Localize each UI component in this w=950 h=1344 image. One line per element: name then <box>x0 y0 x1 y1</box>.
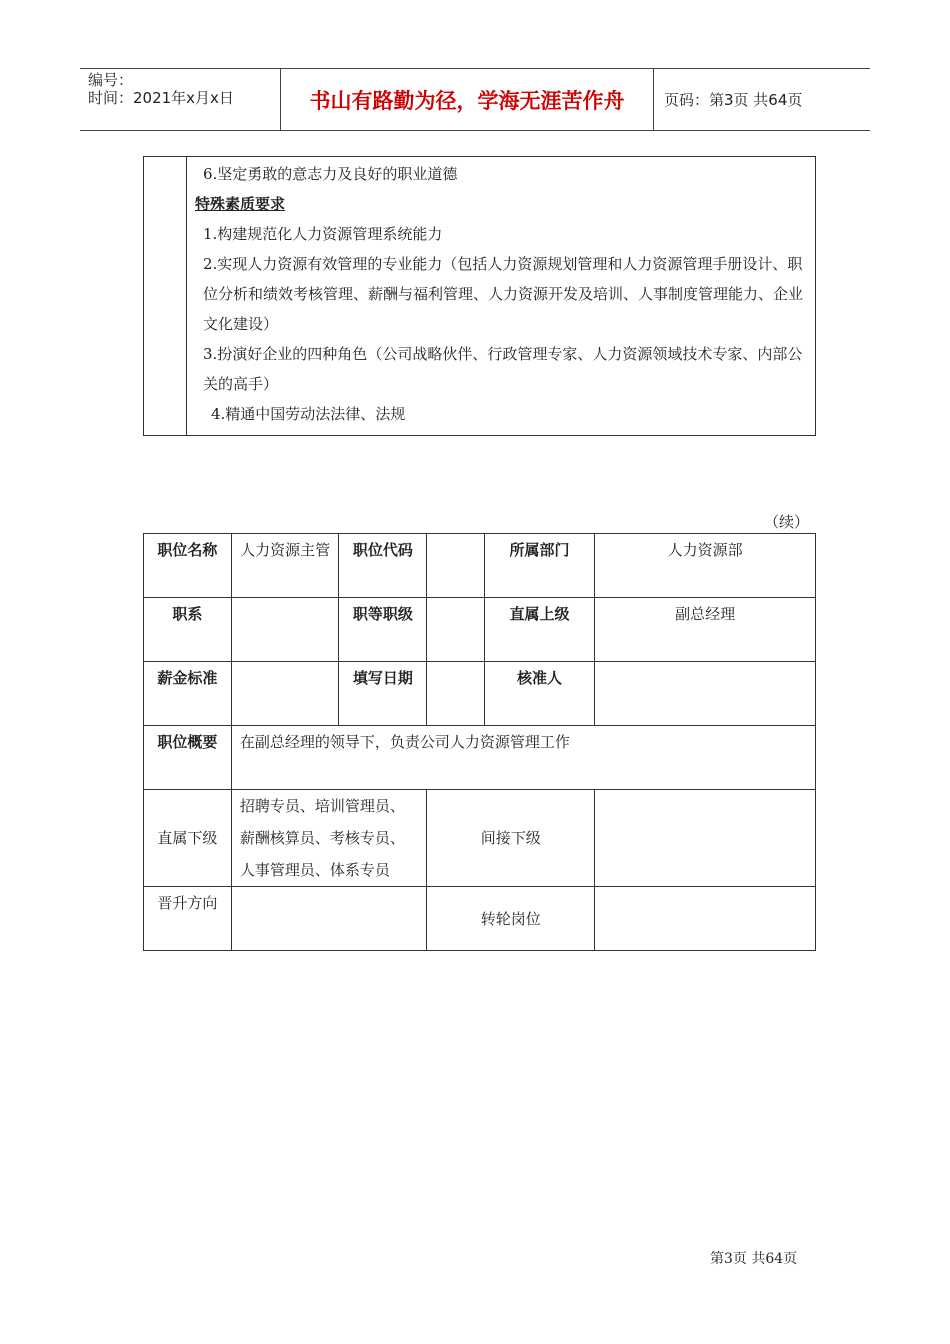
page-header <box>80 68 870 131</box>
direct-sub-value: 招聘专员、培训管理员、薪酬核算员、考核专员、人事管理员、体系专员 <box>231 790 426 887</box>
page-footer: 第3页 共64页 <box>710 1251 798 1267</box>
position-code-label: 职位代码 <box>339 534 427 598</box>
table-row <box>144 887 816 951</box>
salary-value <box>231 662 339 726</box>
continued-label: （续） <box>764 513 810 531</box>
requirements-side-cell <box>144 157 187 436</box>
requirements-table <box>143 156 816 436</box>
requirement-line-6: 6.坚定勇敢的意志力及良好的职业道德 <box>203 165 458 183</box>
header-motto: 书山有路勤为径，学海无涯苦作舟 <box>281 69 654 130</box>
table-row <box>144 790 816 887</box>
fill-date-value <box>427 662 484 726</box>
special-requirement-1: 1.构建规范化人力资源管理系统能力 <box>203 225 443 243</box>
time-label: 时间：2021年x月x日 <box>88 89 234 107</box>
salary-label: 薪金标准 <box>144 662 232 726</box>
position-code-value <box>427 534 484 598</box>
direct-sub-label: 直属下级 <box>144 790 232 887</box>
number-label: 编号： <box>88 71 134 89</box>
header-meta <box>80 69 281 130</box>
summary-value: 在副总经理的领导下，负责公司人力资源管理工作 <box>231 726 815 790</box>
indirect-sub-value <box>595 790 816 887</box>
promotion-label: 晋升方向 <box>144 887 232 951</box>
requirements-body-cell <box>187 157 816 436</box>
position-name-label: 职位名称 <box>144 534 232 598</box>
special-requirement-3: 3.扮演好企业的四种角色（公司战略伙伴、行政管理专家、人力资源领域技术专家、内部公关的高手） <box>203 345 803 393</box>
department-label: 所属部门 <box>484 534 595 598</box>
department-value: 人力资源部 <box>595 534 816 598</box>
special-requirement-2: 2.实现人力资源有效管理的专业能力（包括人力资源规划管理和人力资源管理手册设计、职位分析和绩效考核管理、薪酬与福利管理、人力资源开发及培训、人事制度管理能力、企业文化建设） <box>203 255 804 333</box>
approver-value <box>595 662 816 726</box>
table-row <box>144 726 816 790</box>
rotation-label: 转轮岗位 <box>427 887 595 951</box>
position-name-value: 人力资源主管 <box>231 534 339 598</box>
job-family-value <box>231 598 339 662</box>
approver-label: 核准人 <box>484 662 595 726</box>
promotion-value <box>231 887 426 951</box>
special-requirement-4: 4.精通中国劳动法法律、法规 <box>211 405 406 423</box>
header-page-info: 页码：第3页 共64页 <box>664 91 803 109</box>
direct-superior-label: 直属上级 <box>484 598 595 662</box>
fill-date-label: 填写日期 <box>339 662 427 726</box>
rotation-value <box>595 887 816 951</box>
grade-value <box>427 598 484 662</box>
indirect-sub-label: 间接下级 <box>427 790 595 887</box>
special-requirements-heading: 特殊素质要求 <box>195 195 286 213</box>
job-family-label: 职系 <box>144 598 232 662</box>
grade-label: 职等职级 <box>339 598 427 662</box>
job-description-table <box>143 533 816 951</box>
table-row <box>144 598 816 662</box>
direct-superior-value: 副总经理 <box>595 598 816 662</box>
table-row <box>144 534 816 598</box>
summary-label: 职位概要 <box>144 726 232 790</box>
table-row <box>144 662 816 726</box>
